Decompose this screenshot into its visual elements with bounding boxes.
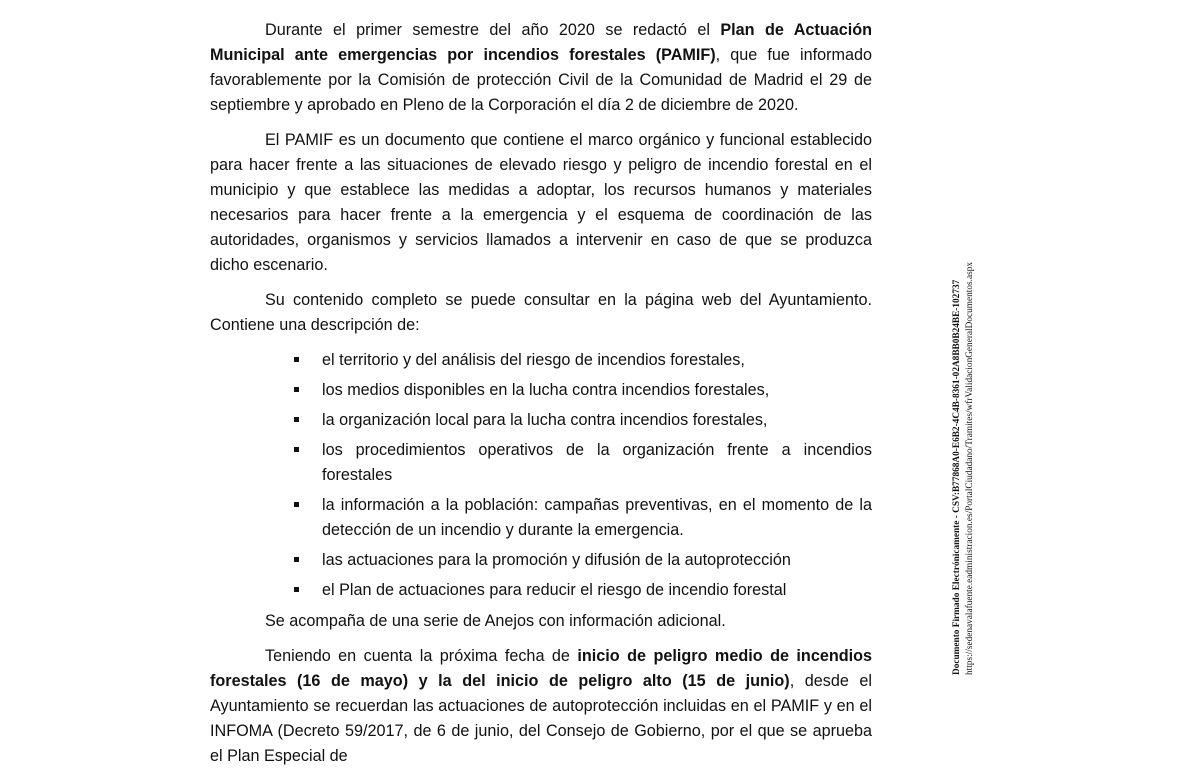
bullet-square-icon (294, 357, 299, 362)
paragraph-pamif-definition: El PAMIF es un documento que contiene el marco orgánico y funcional establecido para hacer frente a las situaciones de elevado riesgo y peligro de incendio forestal en el municipio y que establece las medidas a adoptar, los recursos humanos y materiales necesarios para hacer frente a la emergencia y el esquema de coordinación de las autoridades, organismos y servicios llamados a intervenir en caso de que se produzca dicho escenario. (210, 131, 872, 274)
list-item: la organización local para la lucha contra incendios forestales, (210, 408, 872, 433)
bullet-square-icon (294, 417, 299, 422)
list-item: los medios disponibles en la lucha contra incendios forestales, (210, 378, 872, 403)
document-body (210, 18, 872, 779)
bullet-square-icon (294, 447, 299, 452)
bullet-square-icon (294, 502, 299, 507)
list-item: la información a la población: campañas preventivas, en el momento de la detección de un incendio y durante la emergencia. (210, 493, 872, 543)
bold-danger-dates: inicio de peligro medio de incendios forestales (16 de mayo) y la del inicio de peligro alto (15 de junio) (210, 647, 872, 690)
bullet-square-icon (294, 387, 299, 392)
contents-list (210, 348, 872, 603)
paragraph-fire-danger-dates: Teniendo en cuenta la próxima fecha de inicio de peligro medio de incendios forestales (16 de mayo) y la del inicio de peligro alto (15 de junio), desde el Ayuntamiento se recuerdan las actuaciones de autoprotección incluidas en el PAMIF y en el INFOMA (Decreto 59/2017, de 6 de junio, del Consejo de Gobierno, por el que se aprueba el Plan Especial de (210, 647, 872, 765)
electronic-signature-margin (951, 205, 977, 675)
bullet-square-icon (294, 557, 299, 562)
paragraph-annexes: Se acompaña de una serie de Anejos con información adicional. (265, 612, 726, 630)
list-item: el territorio y del análisis del riesgo de incendios forestales, (210, 348, 872, 373)
list-item: las actuaciones para la promoción y difusión de la autoprotección (210, 548, 872, 573)
bullet-square-icon (294, 587, 299, 592)
bold-pamif-title: Plan de Actuación Municipal ante emergencias por incendios forestales (PAMIF) (210, 21, 872, 64)
paragraph-pamif-intro: Durante el primer semestre del año 2020 se redactó el Plan de Actuación Municipal ante emergencias por incendios forestales (PAMIF), que fue informado favorablemente por la Comisión de protección Civil de la Comunidad de Madrid el 29 de septiembre y aprobado en Pleno de la Corporación el día 2 de diciembre de 2020. (210, 21, 872, 114)
list-item: el Plan de actuaciones para reducir el riesgo de incendio forestal (210, 578, 872, 603)
list-item: los procedimientos operativos de la organización frente a incendios forestales (210, 438, 872, 488)
paragraph-contents-intro: Su contenido completo se puede consultar en la página web del Ayuntamiento. Contiene una descripción de: (210, 291, 872, 334)
signature-csv-line: Documento Firmado Electrónicamente - CSV:B77868A0-E6B2-4C4B-8361-02A8BB0B24BE-102737 (952, 279, 962, 675)
validation-url-line: https://sedenavalafuente.eadministracion.es/PortalCiudadano/Tramites/wfrValidacionGeneralDocumentos.aspx (965, 262, 975, 675)
